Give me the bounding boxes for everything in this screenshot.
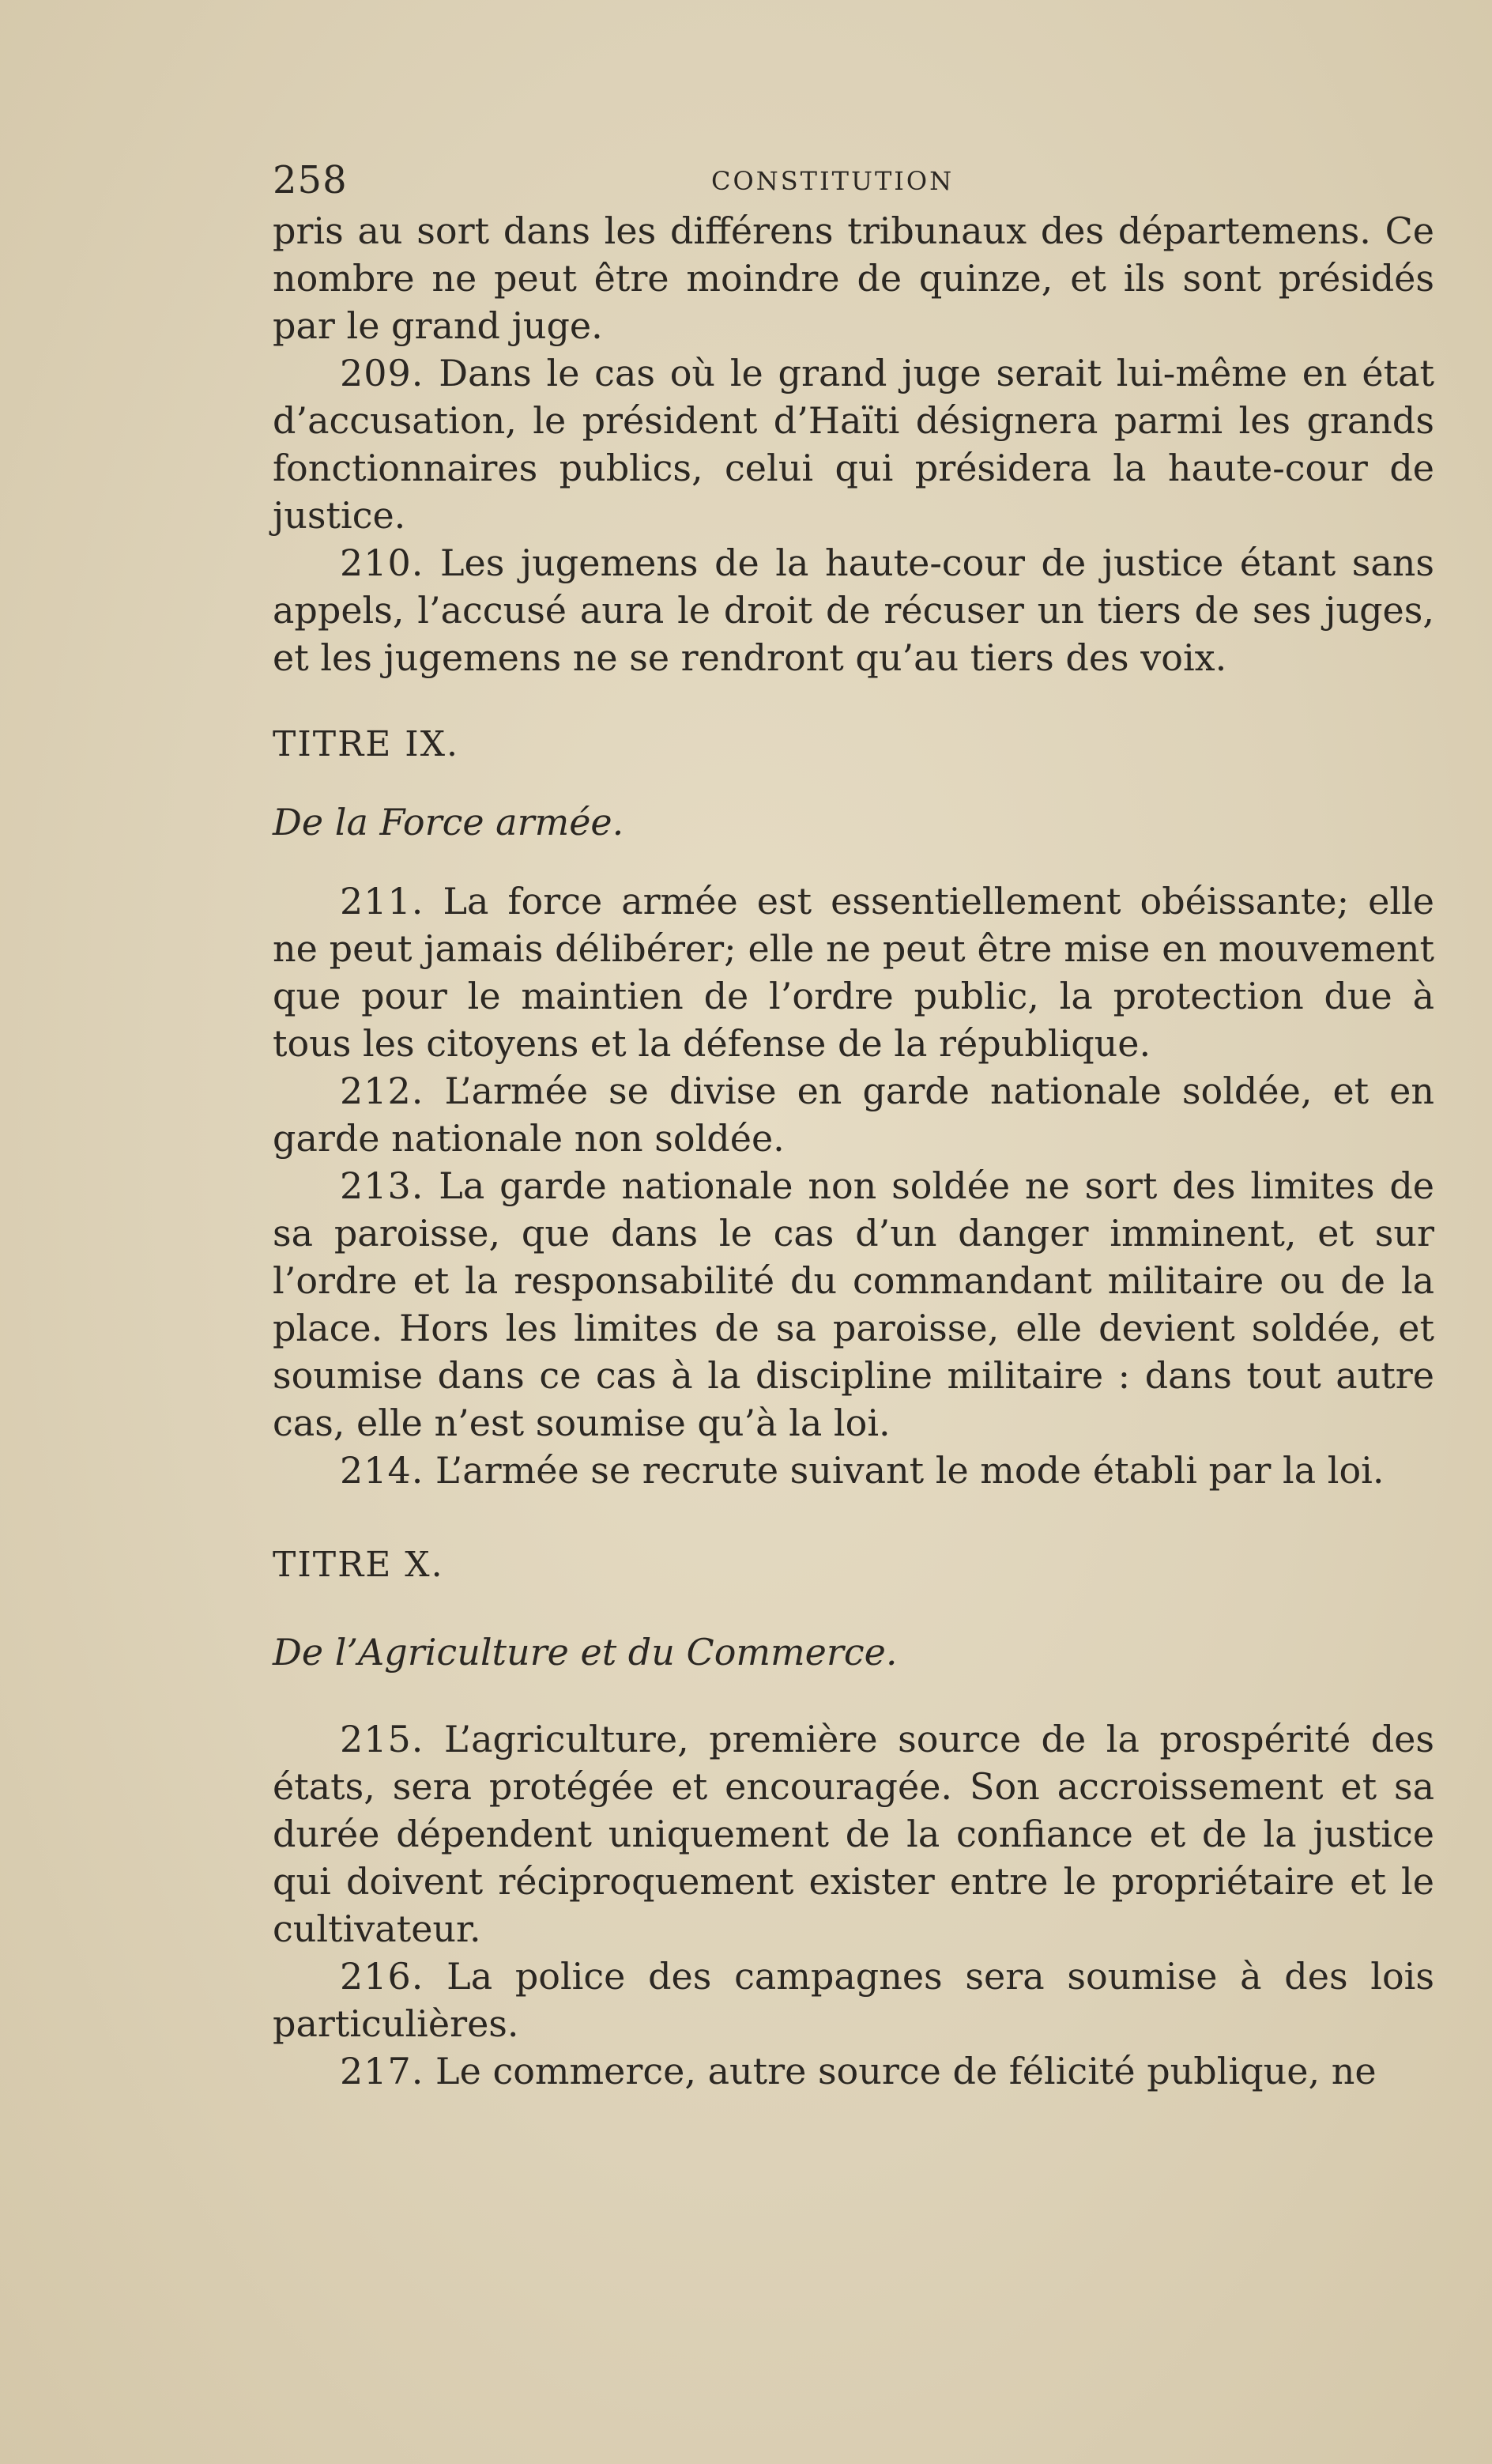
article-214 bbox=[273, 1447, 1434, 1494]
article-210 bbox=[273, 539, 1434, 681]
article-text: L’armée se recrute suivant le mode établi par la loi. bbox=[435, 1449, 1385, 1492]
article-number: 212. bbox=[340, 1070, 424, 1112]
article-number: 216. bbox=[340, 1955, 424, 1998]
article-216 bbox=[273, 1953, 1434, 2047]
article-number: 215. bbox=[340, 1718, 424, 1760]
title-subtitle: De l’Agriculture et du Commerce. bbox=[273, 1631, 898, 1673]
article-text: L’armée se divise en garde nationale soldée, et en garde nationale non soldée. bbox=[273, 1070, 1435, 1160]
article-number: 211. bbox=[340, 880, 424, 923]
article-text: La garde nationale non soldée ne sort des limites de sa paroisse, que dans le cas d’un danger imminent, et sur l’ordre et la responsabilité du commandant militaire ou de la place. Hors les limites de sa paroisse, elle devient soldée, et soumise dans ce cas à la discipline militaire : dans tout autre cas, elle n’est soumise qu’à la loi. bbox=[273, 1164, 1435, 1444]
page-header bbox=[273, 158, 1434, 206]
title-heading: TITRE X. bbox=[273, 1545, 444, 1585]
article-number: 217. bbox=[340, 2050, 424, 2092]
article-text: Le commerce, autre source de félicité publique, ne bbox=[435, 2050, 1377, 2092]
article-213 bbox=[273, 1162, 1434, 1447]
article-text: Dans le cas où le grand juge serait lui-même en état d’accusation, le président d’Haïti désignera parmi les grands fonctionnaires publics, celui qui présidera la haute-cour de justice. bbox=[273, 352, 1434, 537]
article-number: 213. bbox=[340, 1164, 424, 1207]
title-heading: TITRE IX. bbox=[273, 724, 460, 764]
article-209 bbox=[273, 349, 1434, 539]
article-215 bbox=[273, 1715, 1434, 1953]
article-217 bbox=[273, 2047, 1434, 2095]
running-head: CONSTITUTION bbox=[711, 166, 955, 196]
article-text: Les jugemens de la haute-cour de justice étant sans appels, l’accusé aura le droit de récuser un tiers de ses juges, et les jugemens ne se rendront qu’au tiers des voix. bbox=[273, 541, 1434, 679]
page-text bbox=[273, 207, 1434, 2095]
page-number: 258 bbox=[273, 158, 348, 202]
article-number: 214. bbox=[340, 1449, 424, 1492]
title-subtitle: De la Force armée. bbox=[273, 801, 624, 843]
article-number: 210. bbox=[340, 541, 424, 584]
article-211 bbox=[273, 877, 1434, 1067]
article-text: La police des campagnes sera soumise à des lois particulières. bbox=[273, 1955, 1434, 2045]
article-text: La force armée est essentiellement obéissante; elle ne peut jamais délibérer; elle ne peut être mise en mouvement que pour le maintien de l’ordre public, la protection due à tous les citoyens et la défense de la république. bbox=[273, 880, 1434, 1065]
article-text: L’agriculture, première source de la prospérité des états, sera protégée et encouragée. Son accroissement et sa durée dépendent uniquement de la confiance et de la justice qui doivent réciproquement exister entre le propriétaire et le cultivateur. bbox=[273, 1718, 1434, 1950]
article-212 bbox=[273, 1067, 1434, 1162]
article-number: 209. bbox=[340, 352, 424, 394]
paragraph-continued bbox=[273, 207, 1434, 349]
paragraph-text: pris au sort dans les différens tribunaux des départemens. Ce nombre ne peut être moindre de quinze, et ils sont présidés par le grand juge. bbox=[273, 209, 1434, 347]
